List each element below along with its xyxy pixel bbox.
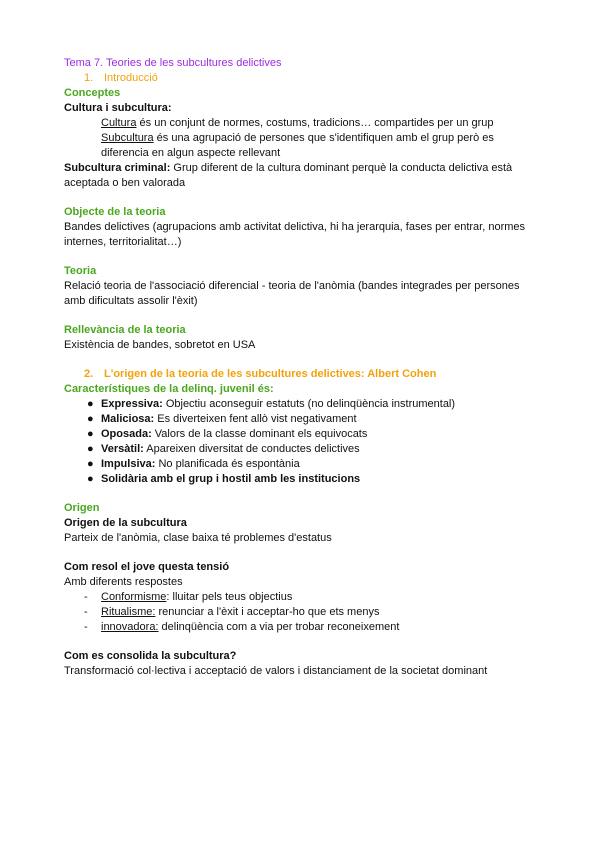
cultura-subheading: Cultura i subcultura:: [64, 102, 172, 114]
section-2-heading: [64, 367, 544, 382]
section-2-title: L'origen de la teoria de les subcultures delictives: Albert Cohen: [104, 368, 437, 380]
list-item: [64, 472, 544, 487]
subcultura-criminal-text-a: Grup diferent de la cultura dominant perquè la conducta delictiva està: [170, 162, 513, 174]
item-term: Solidària amb el grup i hostil amb les institucions: [101, 473, 361, 485]
list-item: [64, 590, 544, 605]
item-term: Ritualisme:: [101, 606, 156, 618]
item-text: delinqüència com a via per trobar reconeixement: [158, 621, 400, 633]
document-title: Tema 7. Teories de les subcultures delictives: [64, 57, 282, 69]
item-term: Oposada:: [101, 428, 152, 440]
list-item: [64, 605, 544, 620]
dash-icon: -: [84, 606, 88, 618]
conceptes-heading: Conceptes: [64, 87, 121, 99]
subcultura-term: Subcultura: [101, 132, 154, 144]
subcultura-definition: [64, 131, 544, 146]
tensio-heading: Com resol el jove questa tensió: [64, 561, 230, 573]
dash-icon: -: [84, 621, 88, 633]
origen-text: Parteix de l'anòmia, clase baixa té problemes d'estatus: [64, 532, 332, 544]
list-item: [64, 427, 544, 442]
item-term: Conformisme: [101, 591, 167, 603]
item-term: Expressiva:: [101, 398, 163, 410]
item-term: Impulsiva:: [101, 458, 156, 470]
objecte-text-b: internes, territorialitat…): [64, 236, 182, 248]
subcultura-criminal: [64, 161, 544, 176]
caracteristiques-list: [64, 397, 544, 487]
item-text: No planificada és espontània: [155, 458, 300, 470]
item-text: renunciar a l'èxit i acceptar-ho que ets menys: [155, 606, 380, 618]
objecte-text-a: Bandes delictives (agrupacions amb activitat delictiva, hi ha jerarquia, fases per entrar, normes: [64, 221, 526, 233]
dash-icon: -: [84, 591, 88, 603]
objecte-heading: Objecte de la teoria: [64, 206, 166, 218]
subcultura-criminal-term: Subcultura criminal:: [64, 162, 171, 174]
tensio-intro: Amb diferents respostes: [64, 576, 183, 588]
item-term: innovadora:: [101, 621, 159, 633]
section-2-number: 2.: [84, 368, 94, 380]
consolida-heading: Com es consolida la subcultura?: [64, 650, 237, 662]
bullet-icon: ●: [87, 458, 94, 470]
cultura-term: Cultura: [101, 117, 137, 129]
origen-heading: Origen: [64, 502, 100, 514]
consolida-text: Transformació col·lectiva i acceptació de valors i distanciament de la societat dominant: [64, 665, 488, 677]
list-item: [64, 397, 544, 412]
caracteristiques-heading: Característiques de la delinq. juvenil és:: [64, 383, 274, 395]
teoria-text-a: Relació teoria de l'associació diferencial - teoria de l'anòmia (bandes integrades per persones: [64, 280, 520, 292]
origen-subheading: Origen de la subcultura: [64, 517, 187, 529]
item-term: Maliciosa:: [101, 413, 155, 425]
cultura-text: és un conjunt de normes, costums, tradicions… compartides per un grup: [136, 117, 494, 129]
section-1-title: Introducció: [104, 72, 158, 84]
section-1-number: 1.: [84, 72, 94, 84]
bullet-icon: ●: [87, 398, 94, 410]
list-item: [64, 412, 544, 427]
teoria-heading: Teoria: [64, 265, 97, 277]
bullet-icon: ●: [87, 473, 94, 485]
bullet-icon: ●: [87, 413, 94, 425]
item-text: Apareixen diversitat de conductes delictives: [143, 443, 360, 455]
list-item: [64, 620, 544, 635]
document-page: [64, 56, 544, 679]
bullet-icon: ●: [87, 428, 94, 440]
tensio-list: [64, 590, 544, 635]
subcultura-text-a: és una agrupació de persones que s'identifiquen amb el grup però es: [153, 132, 494, 144]
list-item: [64, 457, 544, 472]
item-text: Valors de la classe dominant els equivocats: [151, 428, 368, 440]
item-term: Versàtil:: [101, 443, 144, 455]
teoria-text-b: amb dificultats assolir l'èxit): [64, 295, 198, 307]
subcultura-text-b: diferencia en algun aspecte rellevant: [101, 147, 281, 159]
rellevancia-text: Existència de bandes, sobretot en USA: [64, 339, 256, 351]
bullet-icon: ●: [87, 443, 94, 455]
item-text: Es diverteixen fent allò vist negativament: [154, 413, 357, 425]
subcultura-criminal-text-b: aceptada o ben valorada: [64, 177, 186, 189]
item-text: : lluitar pels teus objectius: [166, 591, 293, 603]
item-text: Objectiu aconseguir estatuts (no delinqüència instrumental): [162, 398, 456, 410]
section-1-heading: [64, 71, 544, 86]
rellevancia-heading: Rellevància de la teoria: [64, 324, 186, 336]
list-item: [64, 442, 544, 457]
cultura-definition: [64, 116, 544, 131]
